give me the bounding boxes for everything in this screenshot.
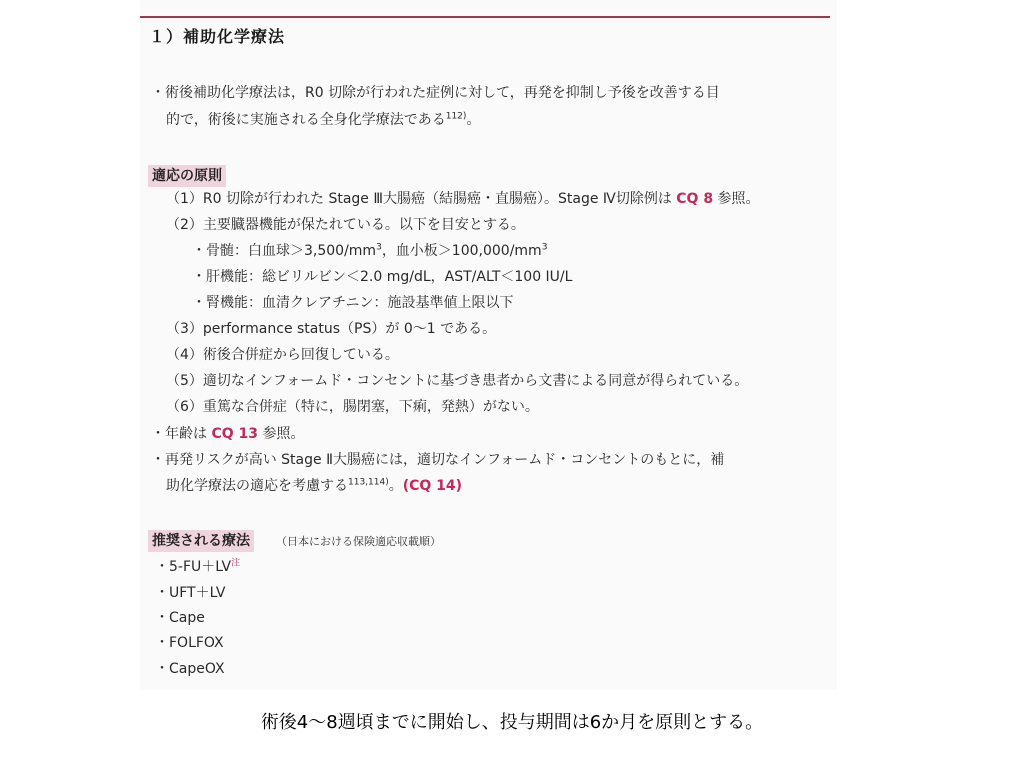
criterion-kidney: ・腎機能：血清クレアチニン：施設基準値上限以下 [192, 295, 514, 311]
cq8-link[interactable]: CQ 8 [676, 191, 714, 207]
recurrence-sep: 。 [388, 478, 403, 494]
regimen-label: ・5-FU＋LV [155, 559, 232, 575]
marrow-sup-2: 3 [541, 242, 548, 253]
principle-item-4: （4）術後合併症から回復している。 [166, 347, 399, 363]
regimen-item: ・UFT＋LV [155, 585, 226, 601]
recurrence-ref: 113,114) [348, 477, 389, 488]
slide-caption: 術後4～8週頃までに開始し、投与期間は6か月を原則とする。 [260, 712, 764, 733]
recommended-label: 推奨される療法 [148, 530, 254, 552]
principle-item-1-end: 参照。 [717, 191, 760, 207]
principle-item-3: （3）performance status（PS）が 0～1 である。 [166, 321, 497, 337]
principle-item-5: （5）適切なインフォームド・コンセントに基づき患者から文書による同意が得られている。 [166, 373, 749, 389]
age-text: ・年齢は [151, 426, 207, 442]
regimen-item: ・Cape [155, 610, 205, 626]
cq13-link[interactable]: CQ 13 [211, 426, 258, 442]
marrow-sup: 3 [376, 242, 382, 253]
intro-line-1: ・術後補助化学療法は，R0 切除が行われた症例に対して，再発を抑制し予後を改善する目 [151, 85, 720, 101]
recurrence-line-2-text: 助化学療法の適応を考慮する [166, 478, 348, 494]
recurrence-line-2 [166, 476, 462, 496]
regimen-item [155, 557, 240, 577]
intro-line-2 [166, 110, 480, 130]
intro-ref: 112) [445, 111, 467, 122]
recurrence-line-1: ・再発リスクが高い Stage Ⅱ大腸癌には，適切なインフォームド・コンセントのもとに，補 [151, 452, 725, 468]
regimen-item: ・CapeOX [155, 661, 225, 677]
principles-label: 適応の原則 [148, 165, 226, 187]
principle-item-1 [166, 189, 760, 209]
age-end: 参照。 [262, 426, 305, 442]
marrow-mid: ，血小板＞100,000/mm [381, 243, 542, 259]
criterion-marrow [192, 241, 547, 261]
recommended-note: （日本における保険適応収載順） [276, 535, 441, 548]
regimen-item: ・FOLFOX [155, 635, 224, 651]
principle-item-1-text: （1）R0 切除が行われた Stage Ⅲ大腸癌（結腸癌・直腸癌）。Stage Ⅳ切除例は [166, 191, 672, 207]
cq14-link[interactable]: (CQ 14) [402, 478, 463, 494]
principle-item-2: （2）主要臓器機能が保たれている。以下を目安とする。 [166, 217, 525, 233]
section-heading: １）補助化学療法 [149, 27, 286, 46]
heading-rule [140, 16, 830, 18]
principle-item-6: （6）重篤な合併症（特に，腸閉塞，下痢，発熱）がない。 [166, 399, 539, 415]
criterion-liver: ・肝機能：総ビリルビン＜2.0 mg/dL，AST/ALT＜100 IU/L [192, 269, 573, 285]
intro-line-2-end: 。 [466, 112, 481, 128]
regimen-note-mark: 注 [231, 558, 241, 569]
age-line [151, 424, 304, 444]
marrow-text: ・骨髄：白血球＞3,500/mm [192, 243, 377, 259]
intro-line-2-text: 的で，術後に実施される全身化学療法である [166, 112, 446, 128]
